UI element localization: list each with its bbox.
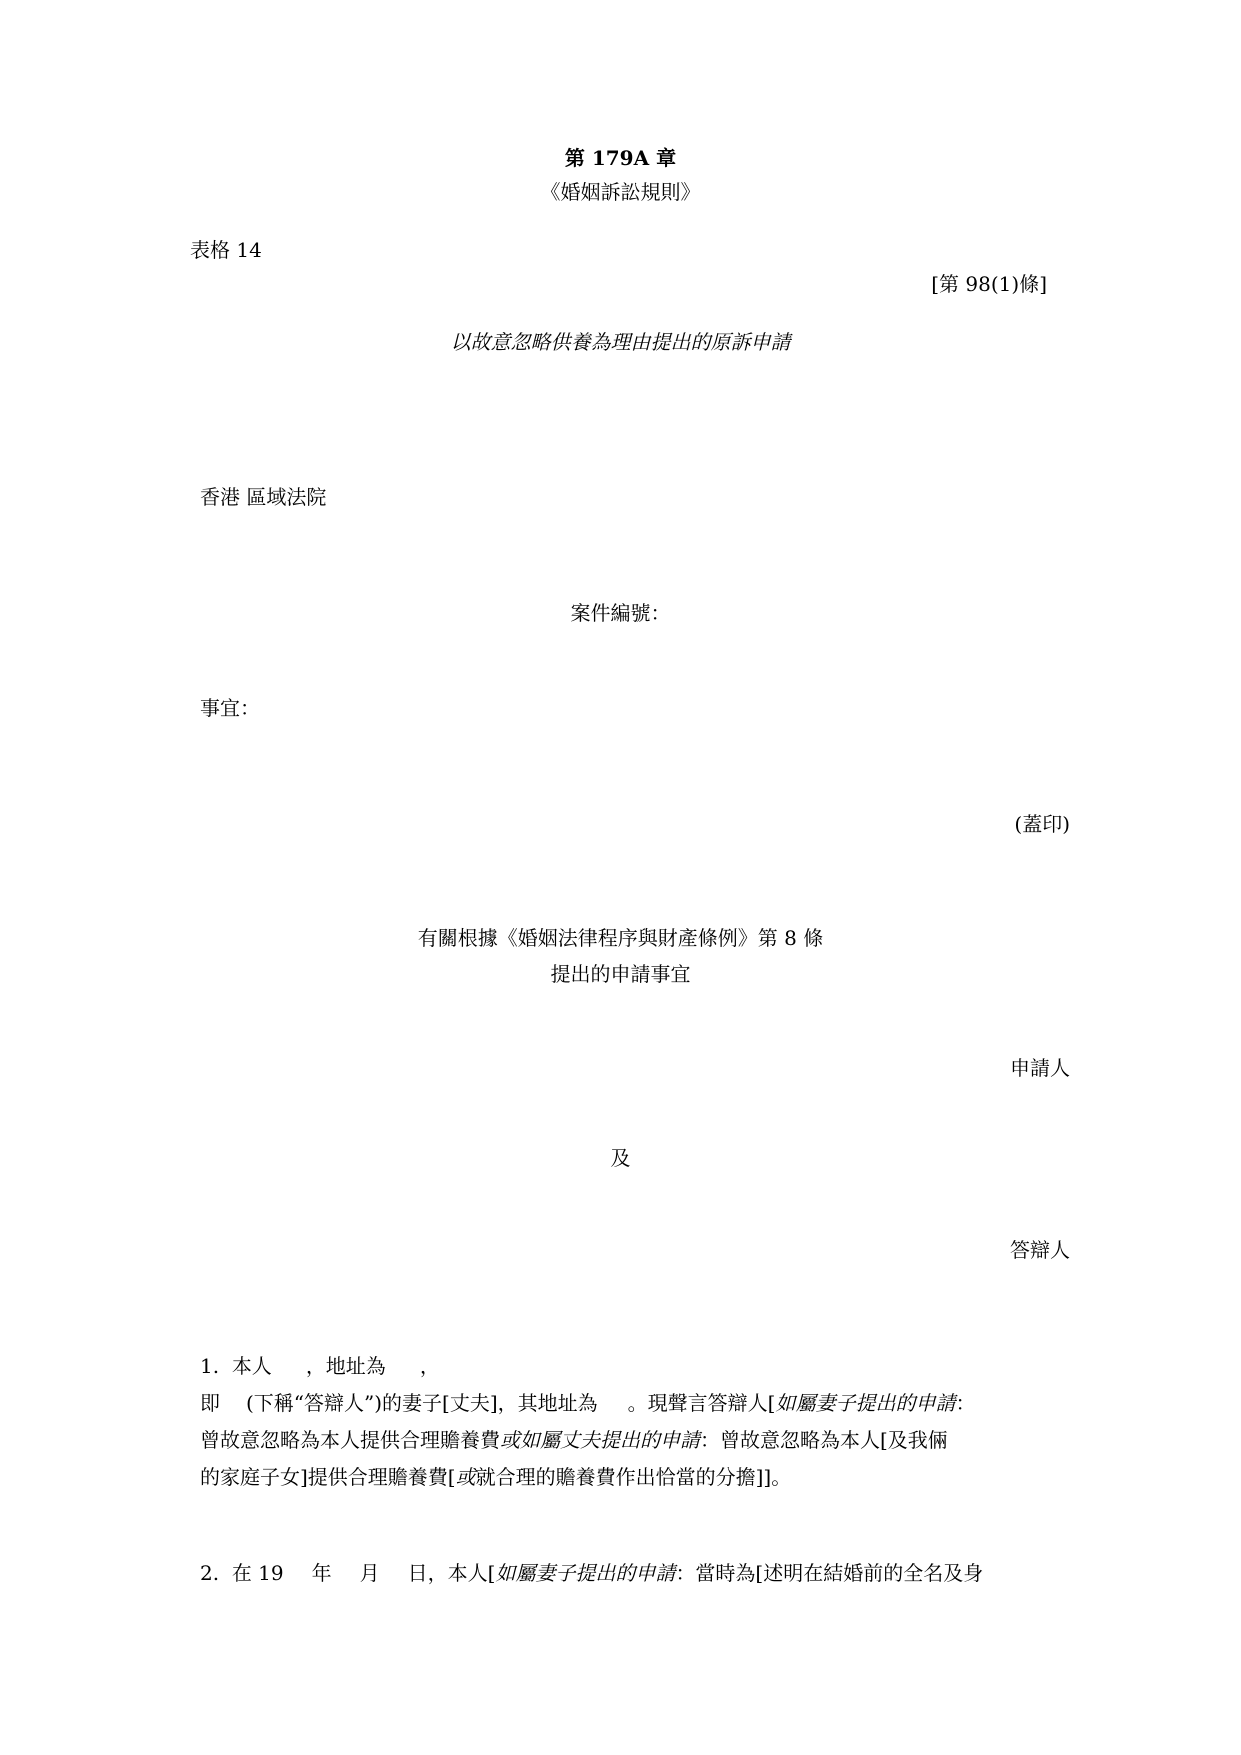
paragraph-2	[200, 1555, 1080, 1592]
text-segment: ：	[955, 1391, 976, 1415]
paragraph-1-line-2	[200, 1385, 1080, 1422]
seal-placeholder: (蓋印)	[1014, 812, 1070, 836]
text-segment: 或	[455, 1465, 476, 1489]
paragraph-number: 1.	[200, 1354, 220, 1378]
matter-label: 事宜：	[200, 696, 260, 720]
text-segment: 年	[311, 1561, 332, 1585]
text-segment: 的家庭子女]提供合理贍養費[	[200, 1465, 456, 1489]
heading-line-2: 提出的申請事宜	[550, 962, 691, 986]
form-label: 表格 14	[190, 238, 262, 262]
text-segment: ，	[419, 1354, 440, 1378]
text-segment: 月	[359, 1561, 380, 1585]
paragraph-1	[200, 1348, 1080, 1496]
text-segment: ：曾故意忽略為本人[及我倆	[700, 1428, 948, 1452]
heading-line-1: 有關根據《婚姻法律程序與財產條例》第 8 條	[417, 926, 824, 950]
paragraph-2-line-1	[200, 1555, 1080, 1592]
and-label: 及	[610, 1146, 631, 1170]
text-segment: 日，本人[	[407, 1561, 496, 1585]
text-segment: ：當時為[述明在結婚前的全名及身	[675, 1561, 984, 1585]
text-segment: 或如屬丈夫提出的申請	[500, 1428, 700, 1452]
paragraph-1-line-1	[200, 1348, 1080, 1385]
form-title: 以故意忽略供養為理由提出的原訴申請	[450, 330, 791, 354]
chapter-number: 第 179A 章	[564, 146, 677, 170]
text-segment: ，地址為	[305, 1354, 386, 1378]
text-segment: 如屬妻子提出的申請	[495, 1561, 676, 1585]
text-segment: 本人	[231, 1354, 272, 1378]
text-segment: 曾故意忽略為本人提供合理贍養費	[200, 1428, 500, 1452]
respondent-label: 答辯人	[1010, 1238, 1070, 1262]
text-segment: 即	[200, 1391, 220, 1415]
text-segment: 如屬妻子提出的申請	[775, 1391, 956, 1415]
text-segment: 在 19	[231, 1561, 284, 1585]
case-number-label: 案件編號：	[570, 601, 671, 625]
section-reference: [第 98(1)條]	[931, 272, 1047, 296]
applicant-label: 申請人	[1010, 1056, 1070, 1080]
paragraph-number: 2.	[200, 1561, 220, 1585]
text-segment: 就合理的贍養費作出恰當的分擔]]。	[475, 1465, 792, 1489]
paragraph-1-line-3	[200, 1422, 1080, 1459]
text-segment: 。現聲言答辯人[	[627, 1391, 776, 1415]
paragraph-1-line-4	[200, 1459, 1080, 1496]
regulation-title: 《婚姻訴訟規則》	[540, 180, 701, 204]
text-segment: (下稱“答辯人”)的妻子[丈夫]，其地址為	[246, 1391, 598, 1415]
court-name: 香港 區域法院	[200, 485, 327, 509]
